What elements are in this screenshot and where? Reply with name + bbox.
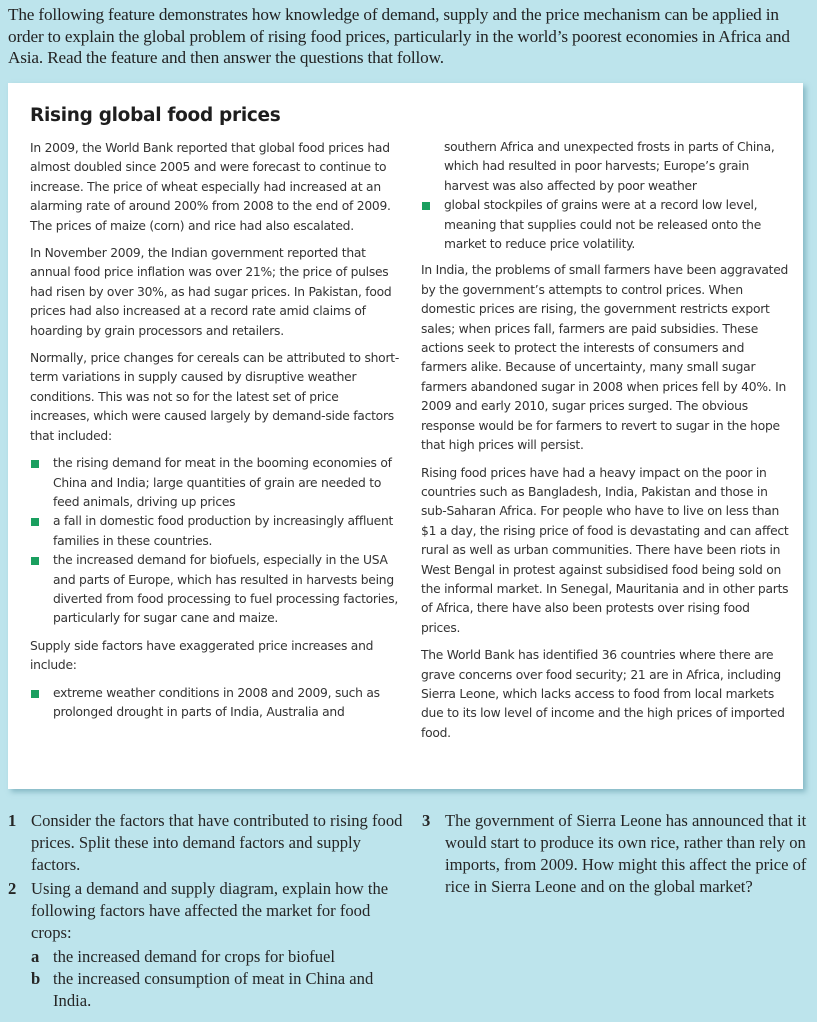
paragraph-demand-side: Normally, price changes for cereals can be attributed to short-term variations in supply caused by disruptive weather conditions. This was not so for the latest set of price increases, which were caused largely by demand-side factors that included:: [30, 351, 400, 443]
sub-question-letter: b: [31, 969, 41, 988]
list-item: [30, 512, 400, 551]
supply-factors-list: [30, 684, 400, 723]
paragraph-world-bank: In 2009, the World Bank reported that global food prices had almost doubled since 2005 and were forecast to continue to increase. The price of wheat especially had increased at an alarming rate of around 200% from 2008 to the end of 2009. The prices of maize (corn) and rice had also escalated.: [30, 141, 391, 233]
feature-column-right: [421, 138, 791, 751]
question-text: Consider the factors that have contributed to rising food prices. Split these into demand factors and supply factors.: [31, 811, 403, 874]
paragraph-india-inflation: In November 2009, the Indian government reported that annual food price inflation was over 21%; the price of pulses had risen by over 30%, as had sugar prices. In Pakistan, food prices had also increased at a record rate amid claims of hoarding by grain processors and retailers.: [30, 246, 392, 338]
sub-question-letter: a: [31, 947, 40, 966]
feature-column-left: [30, 139, 400, 730]
sub-question-text: the increased demand for crops for biofuel: [53, 947, 335, 966]
feature-box: [8, 83, 803, 789]
question-number: 2: [8, 879, 17, 898]
paragraph-supply-side: Supply side factors have exaggerated price increases and include:: [30, 638, 374, 673]
question-text: The government of Sierra Leone has announced that it would start to produce its own rice, rather than rely on imports, from 2009. How might this affect the price of rice in Sierra Leone and on the global market?: [445, 811, 807, 896]
list-item-text: global stockpiles of grains were at a record low level, meaning that supplies could not be released onto the market to reduce price volatility.: [444, 198, 762, 252]
question-2a: [8, 946, 403, 968]
list-item-text: the increased demand for biofuels, especially in the USA and parts of Europe, which has resulted in harvests being diverted from food processing to fuel processing factories, particularly for sugar cane and maize.: [53, 553, 399, 626]
paragraph-impact-on-poor: Rising food prices have had a heavy impact on the poor in countries such as Bangladesh, India, Pakistan and those in sub-Saharan Africa. For people who have to live on less than $1 a day, the rising price of food is devastating and can affect rural as well as urban communities. There have been riots in West Bengal in protest against subsidised food being sold on the informal market. In Senegal, Mauritania and in other parts of Africa, there have also been protests over rising food prices.: [421, 465, 789, 635]
intro-text: The following feature demonstrates how knowledge of demand, supply and the price mechanism can be applied in order to explain the global problem of rising food prices, particularly in the world’s poorest economies in Africa and Asia. Read the feature and then answer the questions that follow.: [8, 5, 790, 67]
paragraph-food-security: The World Bank has identified 36 countries where there are grave concerns over food security; 21 are in Africa, including Sierra Leone, which lacks access to food from local markets due to its low level of income and the high prices of imported food.: [421, 648, 785, 740]
questions-right: [422, 810, 812, 900]
square-bullet-icon: [31, 460, 39, 468]
questions-left: [8, 810, 403, 1012]
list-item-text: the rising demand for meat in the booming economies of China and India; large quantities of grain are needed to feed animals, driving up prices: [53, 456, 392, 509]
question-3: [422, 810, 812, 898]
paragraph-india-farmers: In India, the problems of small farmers have been aggravated by the government’s attempts to control prices. When domestic prices are rising, the government restricts export sales; when prices fall, farmers are paid subsidies. These actions seek to protect the interests of consumers and farmers alike. Because of uncertainty, many small sugar farmers abandoned sugar in 2008 when prices fell by 40%. In 2009 and early 2010, sugar prices surged. The obvious response would be for farmers to revert to sugar in the hope that high prices will persist.: [421, 263, 789, 453]
sub-question-text: the increased consumption of meat in China and India.: [53, 969, 374, 1010]
question-2b: [8, 968, 403, 1012]
square-bullet-icon: [422, 202, 430, 210]
list-item-continuation: [421, 138, 791, 196]
feature-title: Rising global food prices: [30, 105, 281, 126]
list-item-text: a fall in domestic food production by increasingly affluent families in these countries.: [53, 514, 394, 548]
square-bullet-icon: [31, 518, 39, 526]
list-item-text: extreme weather conditions in 2008 and 2009, such as prolonged drought in parts of India, Australia and: [53, 685, 380, 719]
question-1: [8, 810, 403, 876]
list-item: [30, 684, 400, 723]
square-bullet-icon: [31, 690, 39, 698]
demand-factors-list: [30, 454, 400, 629]
list-item: [30, 454, 400, 512]
question-number: 3: [422, 811, 431, 830]
list-item: [30, 551, 400, 629]
list-item: [421, 196, 791, 254]
question-text: Using a demand and supply diagram, explain how the following factors have affected the market for food crops:: [31, 879, 389, 942]
question-number: 1: [8, 811, 17, 830]
square-bullet-icon: [31, 557, 39, 565]
list-item-text: southern Africa and unexpected frosts in parts of China, which had resulted in poor harvests; Europe’s grain harvest was also affected by poor weather: [444, 140, 775, 193]
question-2: [8, 878, 403, 944]
supply-factors-list-continued: [421, 138, 791, 254]
